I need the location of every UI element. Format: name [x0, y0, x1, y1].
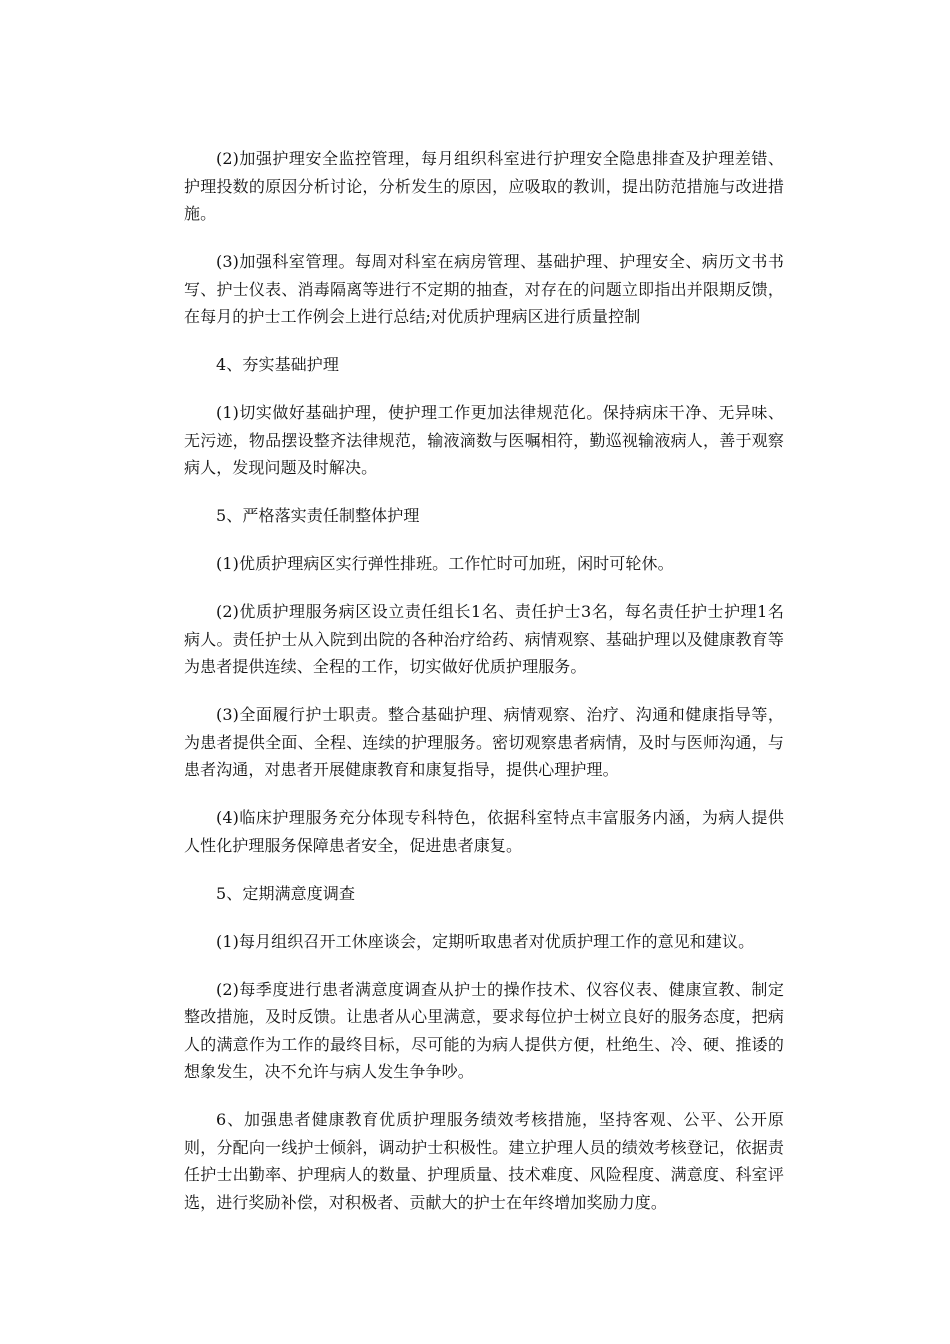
paragraph-quarterly-survey: (2)每季度进行患者满意度调查从护士的操作技术、仪容仪表、健康宣教、制定整改措施，及时反馈。让患者从心里满意，要求每位护士树立良好的服务态度，把病人的满意作为工作的最终目标，尽可能的为病人提供方便，杜绝生、冷、硬、推诿的想象发生，决不允许与病人发生争争吵。: [184, 979, 784, 1081]
paragraph-nurse-duties: (3)全面履行护士职责。整合基础护理、病情观察、治疗、沟通和健康指导等，为患者提供全面、全程、连续的护理服务。密切观察患者病情，及时与医师沟通，与患者沟通，对患者开展健康教育和康复指导，提供心理护理。: [184, 705, 784, 779]
paragraph-patient-forum: (1)每月组织召开工休座谈会，定期听取患者对优质护理工作的意见和建议。: [216, 931, 755, 951]
heading-responsibility-nursing: 5、严格落实责任制整体护理: [216, 506, 420, 525]
paragraph-responsible-nurses: (2)优质护理服务病区设立责任组长1名、责任护士3名，每名责任护士护理1名病人。责任护士从入院到出院的各种治疗给药、病情观察、基础护理以及健康教育等为患者提供连续、全程的工作，切实做好优质护理服务。: [184, 602, 784, 676]
paragraph-performance-assessment: 6、加强患者健康教育优质护理服务绩效考核措施，坚持客观、公平、公开原则，分配向一线护士倾斜，调动护士积极性。建立护理人员的绩效考核登记，依据责任护士出勤率、护理病人的数量、护理质量、技术难度、风险程度、满意度、科室评选，进行奖励补偿，对积极者、贡献大的护士在年终增加奖励力度。: [184, 1110, 784, 1212]
paragraph-flexible-scheduling: (1)优质护理病区实行弹性排班。工作忙时可加班，闲时可轮休。: [216, 554, 674, 573]
paragraph-department-management: (3)加强科室管理。每周对科室在病房管理、基础护理、护理安全、病历文书书写、护士仪表、消毒隔离等进行不定期的抽查，对存在的问题立即指出并限期反馈，在每月的护士工作例会上进行总结;对优质护理病区进行质量控制: [184, 252, 784, 326]
paragraph-basic-nursing: (1)切实做好基础护理，使护理工作更加法律规范化。保持病床干净、无异味、无污迹，物品摆设整齐法律规范，输液滴数与医嘱相符，勤巡视输液病人，善于观察病人，发现问题及时解决。: [184, 403, 784, 477]
document-body: [184, 145, 784, 1237]
heading-basic-nursing: 4、夯实基础护理: [216, 355, 339, 374]
heading-satisfaction-survey: 5、定期满意度调查: [216, 883, 356, 903]
paragraph-safety-monitoring: (2)加强护理安全监控管理，每月组织科室进行护理安全隐患排查及护理差错、护理投数的原因分析讨论，分析发生的原因，应吸取的教训，提出防范措施与改进措施。: [184, 149, 784, 223]
paragraph-specialty-features: (4)临床护理服务充分体现专科特色，依据科室特点丰富服务内涵，为病人提供人性化护理服务保障患者安全，促进患者康复。: [184, 808, 784, 855]
